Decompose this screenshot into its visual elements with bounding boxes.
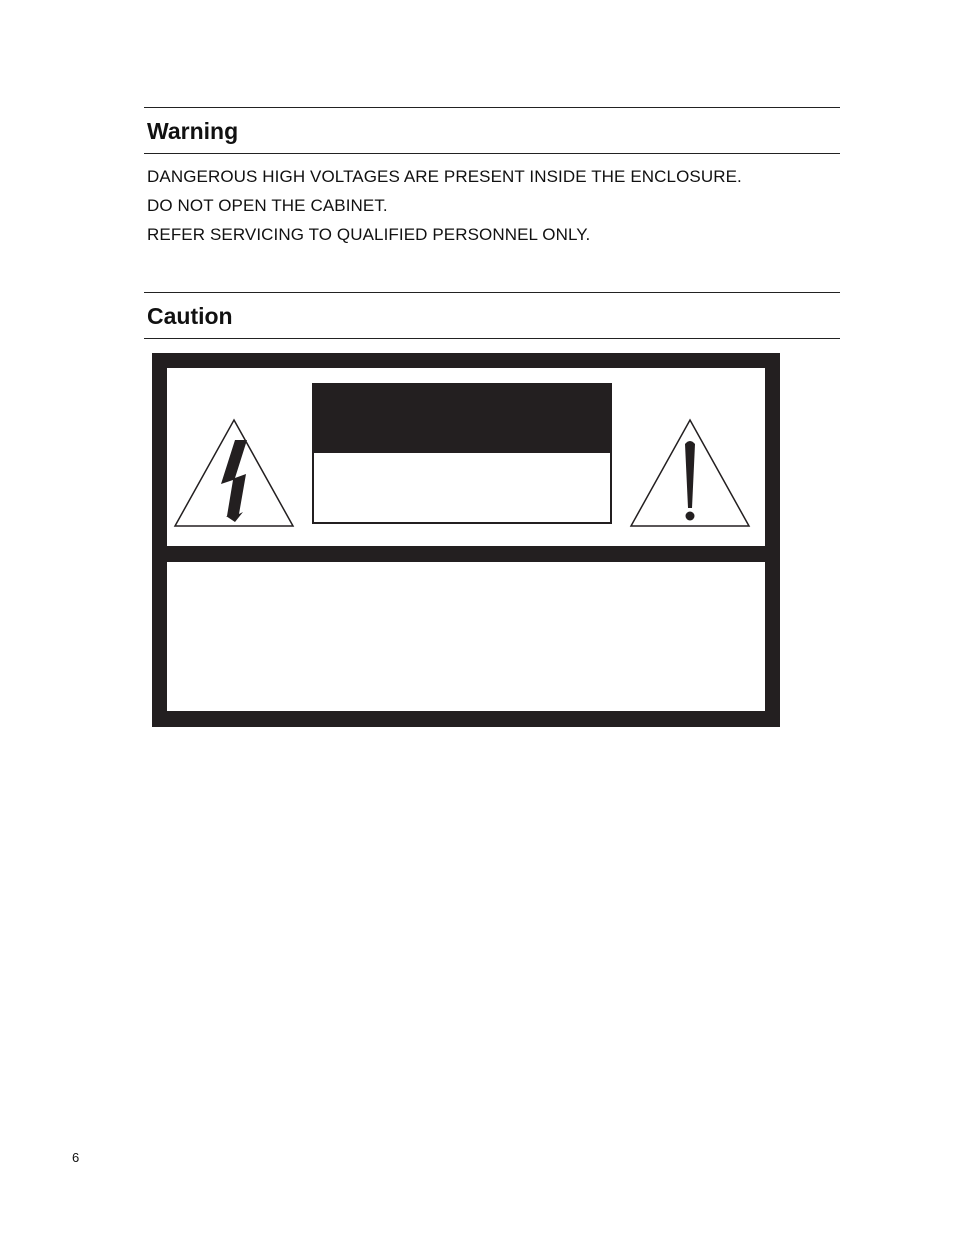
caution-label-lower-panel — [167, 562, 765, 711]
warning-line-2: DO NOT OPEN THE CABINET. — [147, 196, 388, 215]
caution-label-upper-panel — [167, 368, 765, 546]
caution-label — [152, 353, 780, 727]
caution-caption-dark-band — [312, 383, 612, 453]
caution-caption-light-band — [312, 453, 612, 524]
caution-heading: Caution — [147, 303, 233, 329]
caution-bottom-rule — [144, 338, 840, 339]
caution-caption-box — [312, 383, 612, 525]
warning-line-3: REFER SERVICING TO QUALIFIED PERSONNEL ONLY. — [147, 225, 591, 244]
page-number: 6 — [72, 1150, 80, 1165]
warning-line-1: DANGEROUS HIGH VOLTAGES ARE PRESENT INSIDE THE ENCLOSURE. — [147, 167, 742, 186]
exclamation-triangle-icon — [629, 418, 751, 528]
warning-heading: Warning — [147, 118, 239, 144]
lightning-bolt-triangle-icon — [173, 418, 295, 528]
warning-top-rule — [144, 107, 840, 108]
warning-bottom-rule — [144, 153, 840, 154]
caution-top-rule — [144, 292, 840, 293]
